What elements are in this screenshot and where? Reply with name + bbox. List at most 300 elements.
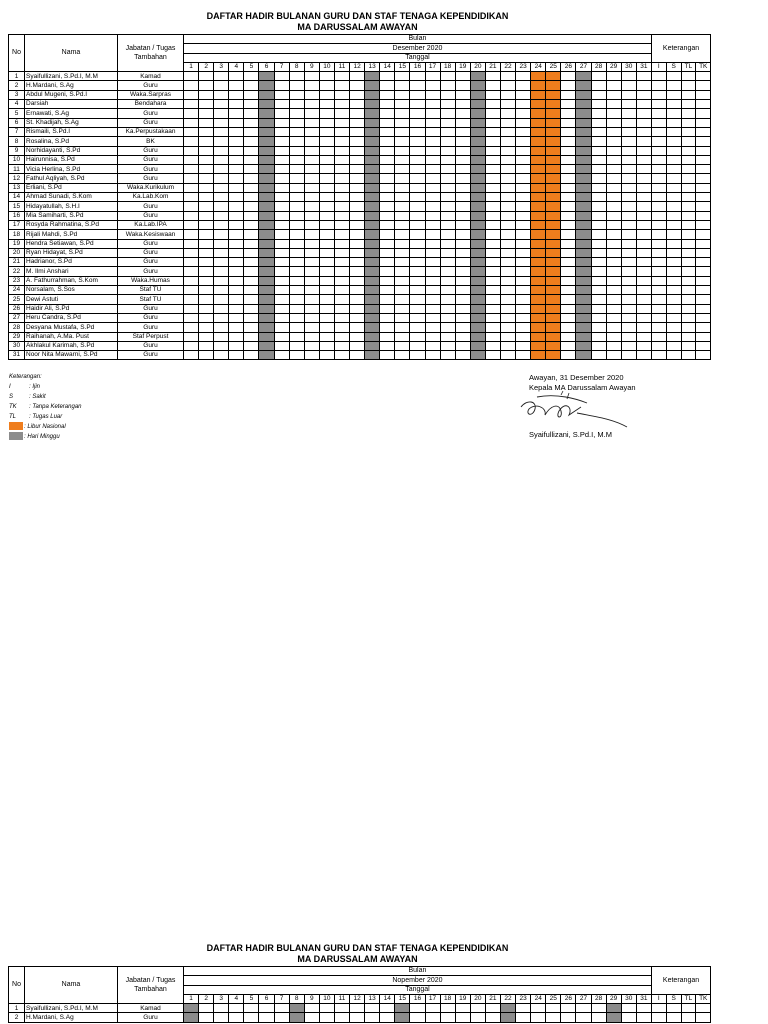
attendance-cell <box>214 248 229 257</box>
keterangan-cell <box>681 239 696 248</box>
row-no: 7 <box>9 127 25 136</box>
attendance-cell <box>319 146 334 155</box>
attendance-cell <box>636 323 651 332</box>
keterangan-cell <box>666 286 681 295</box>
legend <box>9 372 82 442</box>
attendance-cell <box>259 193 274 202</box>
attendance-cell <box>440 286 455 295</box>
attendance-cell <box>576 239 591 248</box>
attendance-cell <box>410 137 425 146</box>
row-no: 14 <box>9 193 25 202</box>
attendance-cell <box>410 276 425 285</box>
attendance-cell <box>214 332 229 341</box>
attendance-cell <box>259 313 274 322</box>
attendance-cell <box>636 341 651 350</box>
attendance-cell <box>184 174 199 183</box>
attendance-cell <box>500 202 515 211</box>
row-nama: Rijali Mahdi, S.Pd <box>25 230 118 239</box>
attendance-cell <box>591 72 606 81</box>
keterangan-cell <box>666 193 681 202</box>
attendance-cell <box>304 351 319 360</box>
attendance-cell <box>214 295 229 304</box>
attendance-cell <box>184 137 199 146</box>
attendance-cell <box>531 267 546 276</box>
attendance-cell <box>350 332 365 341</box>
attendance-cell <box>470 174 485 183</box>
table-row <box>9 1013 711 1022</box>
day-header: 21 <box>485 994 500 1003</box>
attendance-cell <box>259 351 274 360</box>
attendance-cell <box>576 127 591 136</box>
attendance-cell <box>410 220 425 229</box>
attendance-cell <box>289 304 304 313</box>
attendance-cell <box>485 1004 500 1013</box>
keterangan-cell <box>696 313 711 322</box>
attendance-cell <box>380 220 395 229</box>
attendance-cell <box>470 211 485 220</box>
attendance-cell <box>621 118 636 127</box>
attendance-cell <box>500 118 515 127</box>
attendance-cell <box>214 286 229 295</box>
attendance-cell <box>259 286 274 295</box>
table-row <box>9 127 711 136</box>
month-value: Desember 2020 <box>184 44 652 53</box>
attendance-cell <box>621 323 636 332</box>
attendance-cell <box>425 220 440 229</box>
attendance-cell <box>199 155 214 164</box>
attendance-cell <box>229 211 244 220</box>
attendance-cell <box>440 1004 455 1013</box>
attendance-cell <box>591 202 606 211</box>
keterangan-cell <box>681 248 696 257</box>
attendance-cell <box>621 1004 636 1013</box>
day-header: 1 <box>184 62 199 71</box>
attendance-cell <box>425 304 440 313</box>
attendance-cell <box>621 230 636 239</box>
attendance-cell <box>244 248 259 257</box>
keterangan-cell <box>651 239 666 248</box>
keterangan-cell <box>651 100 666 109</box>
attendance-cell <box>365 332 380 341</box>
attendance-cell <box>636 109 651 118</box>
keterangan-cell <box>666 248 681 257</box>
attendance-cell <box>455 100 470 109</box>
attendance-cell <box>304 276 319 285</box>
table-row <box>9 193 711 202</box>
attendance-cell <box>470 230 485 239</box>
attendance-cell <box>516 332 531 341</box>
attendance-cell <box>380 276 395 285</box>
attendance-cell <box>500 220 515 229</box>
attendance-cell <box>184 267 199 276</box>
keterangan-cell <box>696 248 711 257</box>
attendance-cell <box>516 230 531 239</box>
row-jabatan: Guru <box>118 174 184 183</box>
attendance-cell <box>350 100 365 109</box>
row-nama: Rosalina, S.Pd <box>25 137 118 146</box>
attendance-cell <box>546 276 561 285</box>
table-row <box>9 295 711 304</box>
row-jabatan: Staf Perpust <box>118 332 184 341</box>
col-nama-header: Nama <box>25 35 118 72</box>
attendance-cell <box>199 202 214 211</box>
attendance-cell <box>636 165 651 174</box>
attendance-cell <box>199 258 214 267</box>
table-row <box>9 220 711 229</box>
attendance-cell <box>591 90 606 99</box>
attendance-cell <box>199 1013 214 1022</box>
attendance-cell <box>591 211 606 220</box>
attendance-cell <box>199 239 214 248</box>
row-jabatan: BK <box>118 137 184 146</box>
ket-header: S <box>666 62 681 71</box>
attendance-cell <box>319 118 334 127</box>
attendance-cell <box>576 174 591 183</box>
attendance-cell <box>410 155 425 164</box>
row-nama: Dewi Astuti <box>25 295 118 304</box>
attendance-cell <box>576 258 591 267</box>
attendance-cell <box>184 165 199 174</box>
attendance-cell <box>440 109 455 118</box>
attendance-cell <box>184 109 199 118</box>
attendance-cell <box>500 109 515 118</box>
day-header: 18 <box>440 994 455 1003</box>
attendance-cell <box>500 248 515 257</box>
attendance-cell <box>244 230 259 239</box>
attendance-cell <box>410 230 425 239</box>
attendance-cell <box>455 351 470 360</box>
attendance-cell <box>184 72 199 81</box>
keterangan-cell <box>681 146 696 155</box>
keterangan-cell <box>696 286 711 295</box>
attendance-cell <box>485 81 500 90</box>
attendance-cell <box>410 1004 425 1013</box>
attendance-cell <box>485 90 500 99</box>
attendance-cell <box>199 165 214 174</box>
attendance-cell <box>214 155 229 164</box>
keterangan-cell <box>696 81 711 90</box>
attendance-cell <box>395 202 410 211</box>
row-jabatan: Guru <box>118 258 184 267</box>
keterangan-cell <box>651 267 666 276</box>
attendance-cell <box>319 211 334 220</box>
attendance-cell <box>636 286 651 295</box>
row-nama: Norhidayanti, S.Pd <box>25 146 118 155</box>
attendance-cell <box>365 100 380 109</box>
attendance-cell <box>470 332 485 341</box>
holiday-swatch <box>9 422 23 430</box>
attendance-cell <box>334 137 349 146</box>
attendance-cell <box>274 183 289 192</box>
attendance-cell <box>440 100 455 109</box>
attendance-cell <box>214 239 229 248</box>
attendance-cell <box>591 174 606 183</box>
attendance-cell <box>289 286 304 295</box>
row-no: 4 <box>9 100 25 109</box>
attendance-cell <box>531 146 546 155</box>
attendance-cell <box>591 258 606 267</box>
attendance-cell <box>199 248 214 257</box>
attendance-cell <box>259 155 274 164</box>
attendance-cell <box>516 258 531 267</box>
day-header: 29 <box>606 62 621 71</box>
attendance-cell <box>606 90 621 99</box>
attendance-cell <box>274 220 289 229</box>
attendance-cell <box>229 267 244 276</box>
attendance-cell <box>606 258 621 267</box>
attendance-cell <box>365 127 380 136</box>
keterangan-cell <box>666 118 681 127</box>
attendance-cell <box>289 323 304 332</box>
attendance-cell <box>621 155 636 164</box>
row-jabatan: Ka.Perpustakaan <box>118 127 184 136</box>
attendance-cell <box>350 351 365 360</box>
attendance-cell <box>289 174 304 183</box>
attendance-cell <box>259 220 274 229</box>
attendance-cell <box>319 100 334 109</box>
row-no: 13 <box>9 183 25 192</box>
attendance-cell <box>395 118 410 127</box>
attendance-cell <box>500 295 515 304</box>
attendance-cell <box>380 137 395 146</box>
attendance-cell <box>455 211 470 220</box>
day-header: 16 <box>410 994 425 1003</box>
keterangan-cell <box>681 100 696 109</box>
attendance-cell <box>425 100 440 109</box>
attendance-cell <box>410 239 425 248</box>
attendance-cell <box>561 109 576 118</box>
row-jabatan: Bendahara <box>118 100 184 109</box>
legend-title: Keterangan: <box>9 374 42 380</box>
attendance-cell <box>244 90 259 99</box>
attendance-cell <box>184 351 199 360</box>
attendance-cell <box>289 90 304 99</box>
attendance-cell <box>410 267 425 276</box>
attendance-cell <box>546 239 561 248</box>
row-jabatan: Kamad <box>118 72 184 81</box>
keterangan-cell <box>666 276 681 285</box>
signature-name: Syaifullizani, S.Pd.I, M.M <box>529 430 612 439</box>
attendance-cell <box>229 313 244 322</box>
attendance-cell <box>470 304 485 313</box>
attendance-cell <box>636 1004 651 1013</box>
attendance-cell <box>244 239 259 248</box>
attendance-cell <box>621 202 636 211</box>
attendance-cell <box>199 193 214 202</box>
attendance-cell <box>184 100 199 109</box>
attendance-cell <box>531 90 546 99</box>
attendance-cell <box>199 313 214 322</box>
attendance-cell <box>334 332 349 341</box>
attendance-cell <box>304 202 319 211</box>
attendance-cell <box>229 304 244 313</box>
attendance-cell <box>199 146 214 155</box>
attendance-cell <box>274 72 289 81</box>
attendance-cell <box>561 183 576 192</box>
keterangan-cell <box>651 127 666 136</box>
row-no: 19 <box>9 239 25 248</box>
attendance-cell <box>199 72 214 81</box>
keterangan-cell <box>651 313 666 322</box>
keterangan-cell <box>681 109 696 118</box>
attendance-cell <box>636 211 651 220</box>
keterangan-cell <box>666 267 681 276</box>
attendance-cell <box>425 193 440 202</box>
attendance-cell <box>531 220 546 229</box>
attendance-cell <box>606 127 621 136</box>
attendance-cell <box>244 267 259 276</box>
attendance-cell <box>244 100 259 109</box>
attendance-cell <box>621 248 636 257</box>
table-row <box>9 165 711 174</box>
attendance-cell <box>576 118 591 127</box>
attendance-cell <box>334 304 349 313</box>
attendance-cell <box>546 155 561 164</box>
attendance-cell <box>576 100 591 109</box>
table-row <box>9 230 711 239</box>
attendance-cell <box>244 286 259 295</box>
attendance-cell <box>440 211 455 220</box>
row-no: 25 <box>9 295 25 304</box>
attendance-cell <box>500 81 515 90</box>
keterangan-cell <box>681 313 696 322</box>
attendance-cell <box>214 276 229 285</box>
table-row <box>9 174 711 183</box>
attendance-cell <box>289 202 304 211</box>
attendance-cell <box>576 295 591 304</box>
attendance-cell <box>561 100 576 109</box>
keterangan-cell <box>681 230 696 239</box>
attendance-cell <box>576 155 591 164</box>
attendance-cell <box>184 127 199 136</box>
keterangan-cell <box>681 118 696 127</box>
attendance-cell <box>425 239 440 248</box>
attendance-cell <box>365 295 380 304</box>
attendance-cell <box>606 267 621 276</box>
ket-header: I <box>651 994 666 1003</box>
attendance-cell <box>289 351 304 360</box>
attendance-cell <box>395 323 410 332</box>
row-jabatan: Staf TU <box>118 286 184 295</box>
keterangan-cell <box>696 183 711 192</box>
attendance-cell <box>229 258 244 267</box>
keterangan-cell <box>696 193 711 202</box>
attendance-cell <box>350 202 365 211</box>
attendance-cell <box>365 137 380 146</box>
attendance-cell <box>259 239 274 248</box>
attendance-cell <box>229 109 244 118</box>
attendance-cell <box>334 276 349 285</box>
attendance-cell <box>395 239 410 248</box>
attendance-cell <box>561 81 576 90</box>
attendance-cell <box>350 1013 365 1022</box>
attendance-cell <box>561 155 576 164</box>
title-line-2: MA DARUSSALAM AWAYAN <box>297 22 418 32</box>
day-header: 27 <box>576 62 591 71</box>
attendance-cell <box>304 230 319 239</box>
attendance-cell <box>500 193 515 202</box>
attendance-cell <box>229 230 244 239</box>
attendance-cell <box>546 248 561 257</box>
attendance-cell <box>259 127 274 136</box>
keterangan-cell <box>651 193 666 202</box>
table-row <box>9 1004 711 1013</box>
attendance-cell <box>636 202 651 211</box>
attendance-cell <box>516 351 531 360</box>
attendance-cell <box>380 267 395 276</box>
attendance-cell <box>485 313 500 322</box>
attendance-cell <box>184 183 199 192</box>
attendance-cell <box>365 304 380 313</box>
attendance-cell <box>334 295 349 304</box>
attendance-cell <box>244 304 259 313</box>
keterangan-cell <box>651 72 666 81</box>
attendance-cell <box>229 1004 244 1013</box>
attendance-cell <box>229 174 244 183</box>
attendance-cell <box>455 174 470 183</box>
attendance-cell <box>244 202 259 211</box>
attendance-cell <box>455 220 470 229</box>
attendance-cell <box>334 341 349 350</box>
legend-item-sunday: : Hari Minggu <box>9 432 82 442</box>
keterangan-cell <box>696 137 711 146</box>
attendance-cell <box>546 211 561 220</box>
attendance-cell <box>546 323 561 332</box>
row-nama: H.Mardani, S.Ag <box>25 1013 118 1022</box>
attendance-cell <box>334 220 349 229</box>
attendance-cell <box>621 165 636 174</box>
attendance-cell <box>244 1013 259 1022</box>
attendance-cell <box>184 286 199 295</box>
attendance-cell <box>636 276 651 285</box>
attendance-cell <box>561 332 576 341</box>
day-header: 10 <box>319 994 334 1003</box>
attendance-cell <box>410 127 425 136</box>
attendance-cell <box>395 137 410 146</box>
attendance-cell <box>304 109 319 118</box>
attendance-cell <box>425 332 440 341</box>
attendance-cell <box>199 90 214 99</box>
attendance-cell <box>365 341 380 350</box>
attendance-cell <box>455 193 470 202</box>
attendance-cell <box>395 304 410 313</box>
keterangan-cell <box>651 351 666 360</box>
attendance-cell <box>531 183 546 192</box>
attendance-cell <box>380 118 395 127</box>
attendance-cell <box>561 137 576 146</box>
attendance-cell <box>561 127 576 136</box>
attendance-cell <box>244 220 259 229</box>
attendance-cell <box>516 1004 531 1013</box>
attendance-cell <box>516 81 531 90</box>
attendance-cell <box>500 90 515 99</box>
attendance-cell <box>546 90 561 99</box>
attendance-cell <box>576 286 591 295</box>
row-no: 23 <box>9 276 25 285</box>
attendance-cell <box>470 202 485 211</box>
attendance-cell <box>546 1004 561 1013</box>
attendance-cell <box>561 146 576 155</box>
attendance-cell <box>184 276 199 285</box>
attendance-cell <box>350 81 365 90</box>
attendance-cell <box>380 295 395 304</box>
attendance-cell <box>244 165 259 174</box>
attendance-cell <box>229 183 244 192</box>
keterangan-cell <box>681 72 696 81</box>
attendance-cell <box>576 313 591 322</box>
keterangan-cell <box>696 323 711 332</box>
attendance-cell <box>531 81 546 90</box>
